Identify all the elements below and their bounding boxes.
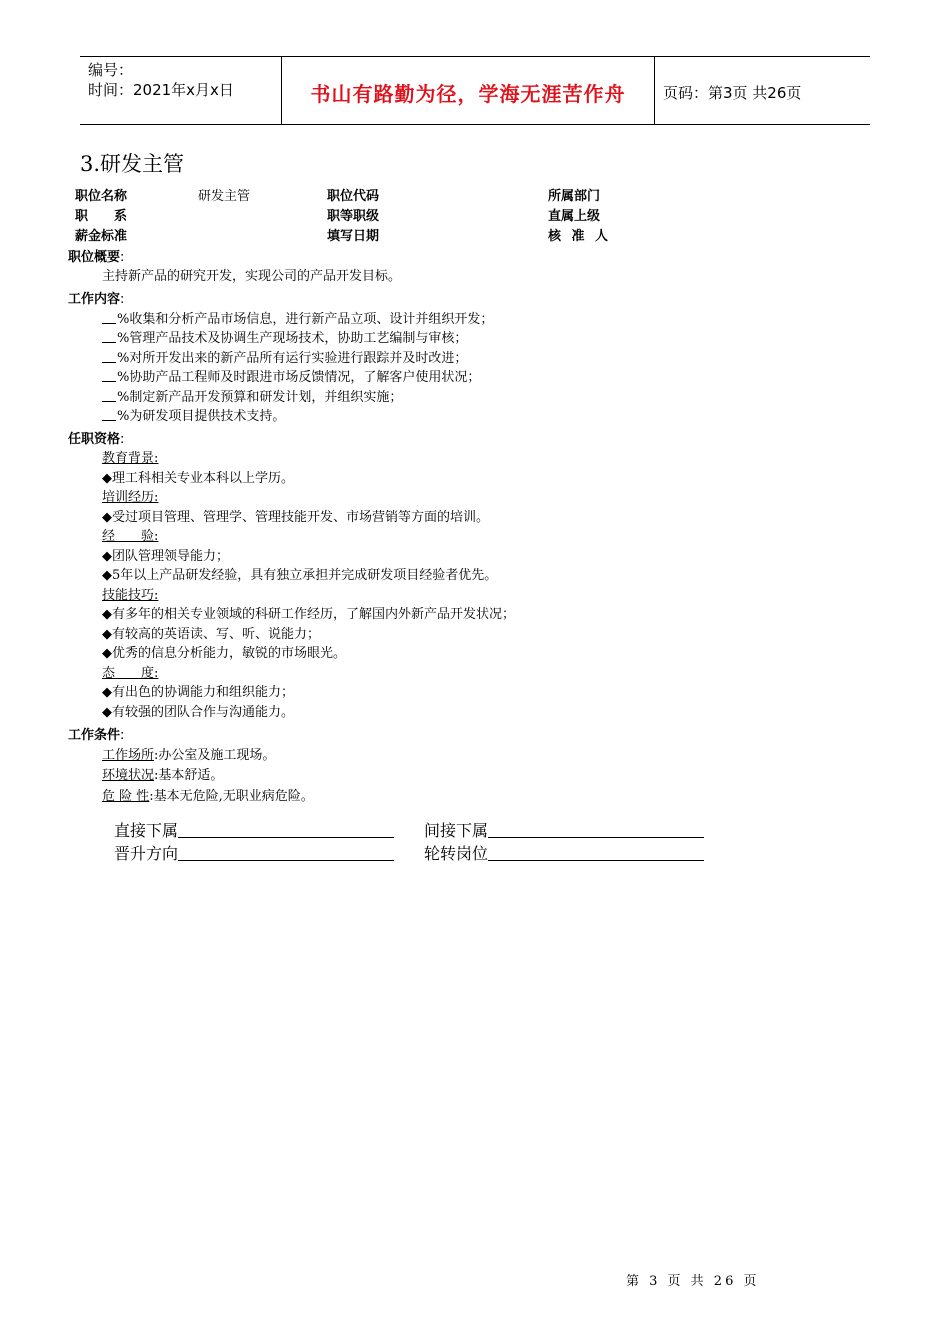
training-label: 培训经历: xyxy=(102,490,159,505)
experience-label: 经 验: xyxy=(102,529,159,544)
qualifications-heading: 任职资格: xyxy=(68,432,125,447)
skills-label-text: 技能技巧 xyxy=(102,588,155,603)
blank-underline xyxy=(102,350,116,363)
duty-item xyxy=(102,347,467,366)
education-label-text: 教育背景 xyxy=(102,451,155,466)
direct-subordinate-line xyxy=(178,823,394,838)
environment-row: 环境状况:基本舒适。 xyxy=(102,768,224,783)
experience-label-text: 经 验 xyxy=(102,529,155,544)
duty-item-text: %对所开发出来的新产品所有运行实验进行跟踪并及时改进； xyxy=(117,351,468,366)
direct-subordinate-row xyxy=(114,818,394,841)
header-left-cell xyxy=(88,60,234,100)
skills-item: ◆有多年的相关专业领域的科研工作经历，了解国内外新产品开发状况； xyxy=(102,607,515,622)
duty-item xyxy=(102,327,467,346)
blank-underline xyxy=(102,369,116,382)
header-motto: 书山有路勤为径，学海无涯苦作舟 xyxy=(310,82,626,106)
position-name-value: 研发主管 xyxy=(198,189,251,204)
direct-subordinate-label: 直接下属 xyxy=(114,821,179,840)
duty-item xyxy=(102,366,480,385)
work-place-label: 工作场所 xyxy=(102,748,155,763)
page-footer: 第 3 页 共 26 页 xyxy=(626,1274,760,1289)
risk-value: 基本无危险,无职业病危险。 xyxy=(153,789,314,804)
position-code-label: 职位代码 xyxy=(327,189,380,204)
series-label: 职 系 xyxy=(75,209,128,224)
summary-heading-text: 职位概要 xyxy=(68,250,121,265)
promotion-line xyxy=(178,846,394,861)
salary-label: 薪金标准 xyxy=(75,229,128,244)
header-bottom-border xyxy=(80,124,870,125)
training-label-text: 培训经历 xyxy=(102,490,155,505)
qualifications-heading-text: 任职资格 xyxy=(68,432,121,447)
work-place-row: 工作场所:办公室及施工现场。 xyxy=(102,748,276,763)
superior-label: 直属上级 xyxy=(548,209,601,224)
blank-underline xyxy=(102,389,116,402)
education-text: ◆理工科相关专业本科以上学历。 xyxy=(102,471,294,486)
attitude-label-text: 态 度 xyxy=(102,666,155,681)
experience-item: ◆5年以上产品研发经验，具有独立承担并完成研发项目经验者优先。 xyxy=(102,568,498,583)
duty-item xyxy=(102,308,493,327)
skills-item: ◆优秀的信息分析能力，敏锐的市场眼光。 xyxy=(102,646,346,661)
rotation-row xyxy=(424,841,704,864)
training-text: ◆受过项目管理、管理学、管理技能开发、市场营销等方面的培训。 xyxy=(102,510,489,525)
blank-underline xyxy=(102,330,116,343)
rotation-label: 轮转岗位 xyxy=(424,844,489,863)
duty-item xyxy=(102,405,285,424)
fill-date-label: 填写日期 xyxy=(327,229,380,244)
indirect-subordinate-row xyxy=(424,818,704,841)
duty-item xyxy=(102,386,402,405)
duties-heading: 工作内容: xyxy=(68,292,125,307)
duty-item-text: %协助产品工程师及时跟进市场反馈情况，了解客户使用状况； xyxy=(117,370,481,385)
conditions-heading-text: 工作条件 xyxy=(68,728,121,743)
summary-heading: 职位概要: xyxy=(68,250,125,265)
attitude-label: 态 度: xyxy=(102,666,159,681)
promotion-row xyxy=(114,841,394,864)
risk-row: 危 险 性:基本无危险,无职业病危险。 xyxy=(102,789,314,804)
header-page-code: 页码：第3页 共26页 xyxy=(663,84,802,102)
header-top-border xyxy=(80,56,870,57)
risk-label: 危 险 性 xyxy=(102,789,150,804)
environment-value: 基本舒适。 xyxy=(158,768,224,783)
position-name-label: 职位名称 xyxy=(75,189,128,204)
duty-item-text: %制定新产品开发预算和研发计划，并组织实施； xyxy=(117,390,403,405)
duty-item-text: %管理产品技术及协调生产现场技术，协助工艺编制与审核； xyxy=(117,331,468,346)
department-label: 所属部门 xyxy=(548,189,601,204)
duty-item-text: %为研发项目提供技术支持。 xyxy=(117,409,286,424)
skills-item: ◆有较高的英语读、写、听、说能力； xyxy=(102,627,320,642)
blank-underline xyxy=(102,408,116,421)
duties-heading-text: 工作内容 xyxy=(68,292,121,307)
indirect-subordinate-line xyxy=(488,823,704,838)
header-divider-2 xyxy=(654,56,655,125)
approver-label: 核 准 人 xyxy=(548,229,612,244)
attitude-item: ◆有出色的协调能力和组织能力； xyxy=(102,685,294,700)
document-number-label: 编号： xyxy=(88,61,134,79)
page-title: 3.研发主管 xyxy=(80,152,185,176)
blank-underline xyxy=(102,311,116,324)
work-place-value: 办公室及施工现场。 xyxy=(158,748,276,763)
grade-label: 职等职级 xyxy=(327,209,380,224)
promotion-label: 晋升方向 xyxy=(114,844,179,863)
skills-label: 技能技巧: xyxy=(102,588,159,603)
duty-item-text: %收集和分析产品市场信息，进行新产品立项、设计并组织开发； xyxy=(117,312,494,327)
rotation-line xyxy=(488,846,704,861)
environment-label: 环境状况 xyxy=(102,768,155,783)
education-label: 教育背景: xyxy=(102,451,159,466)
summary-text: 主持新产品的研究开发，实现公司的产品开发目标。 xyxy=(102,269,402,284)
document-time-label: 时间：2021年x月x日 xyxy=(88,81,234,99)
conditions-heading: 工作条件: xyxy=(68,728,125,743)
experience-item: ◆团队管理领导能力； xyxy=(102,549,229,564)
attitude-item: ◆有较强的团队合作与沟通能力。 xyxy=(102,705,294,720)
indirect-subordinate-label: 间接下属 xyxy=(424,821,489,840)
